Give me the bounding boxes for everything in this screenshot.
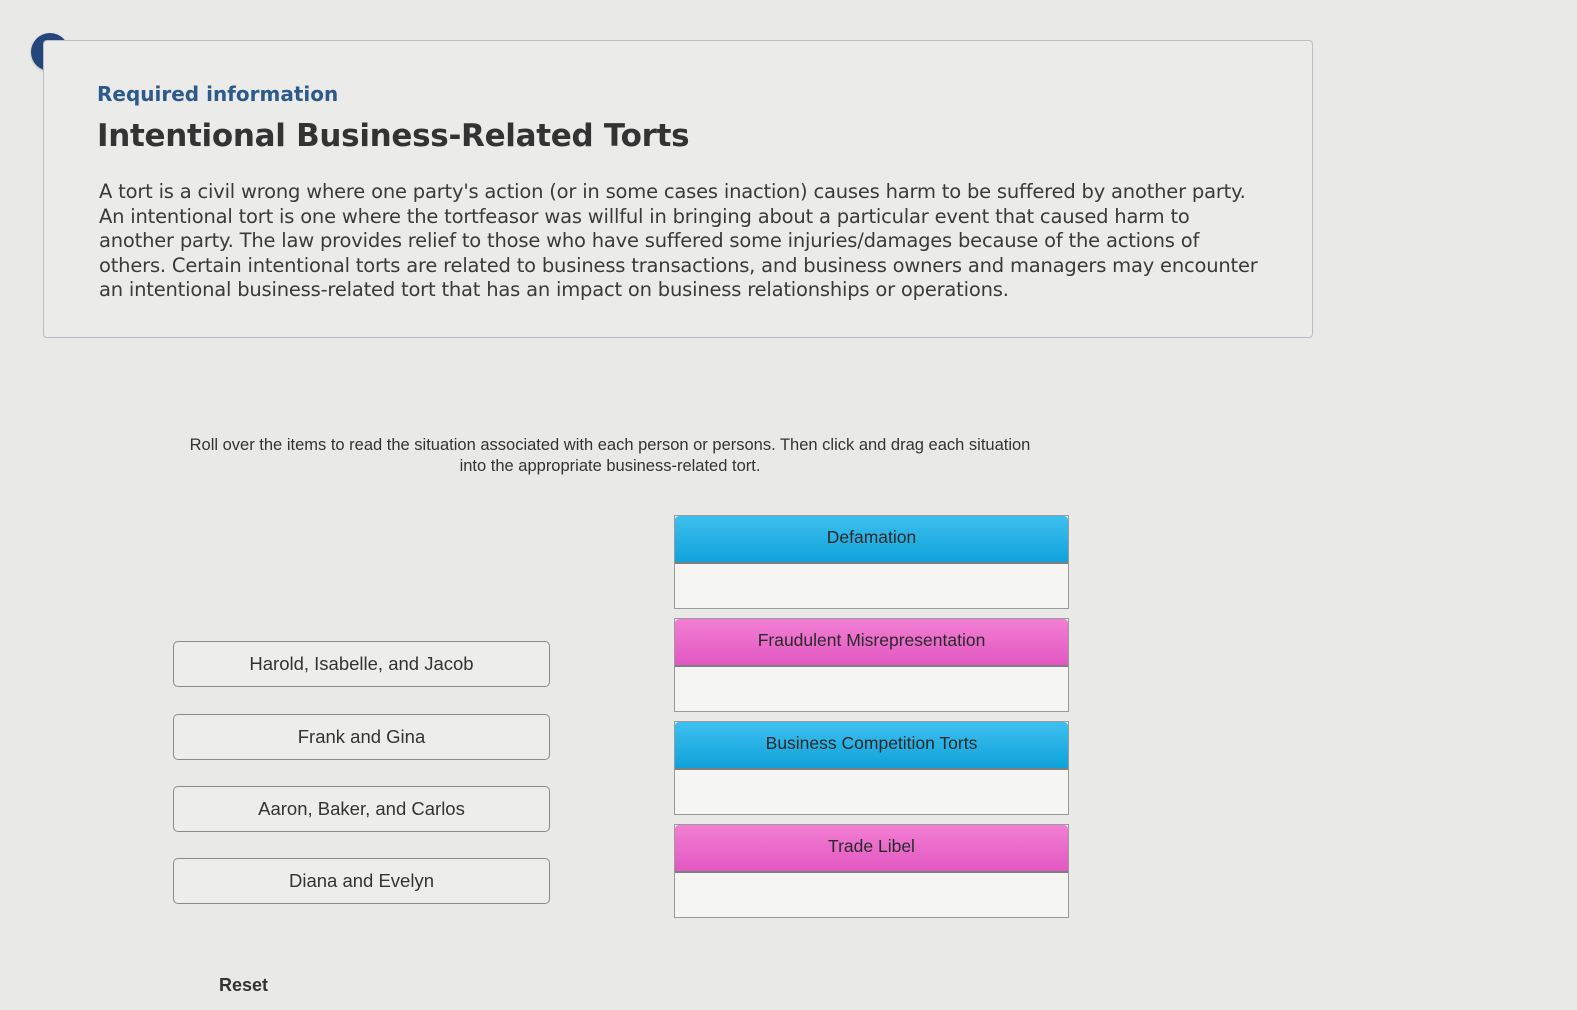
drag-item-diana-evelyn[interactable]: Diana and Evelyn	[173, 858, 550, 904]
category-header-trade-libel: Trade Libel	[675, 825, 1068, 873]
instructions-line-1: Roll over the items to read the situation associated with each person or persons. Then click and drag each situation	[189, 436, 1031, 454]
required-information-label: Required information	[97, 82, 339, 106]
category-header-business-competition-torts: Business Competition Torts	[675, 722, 1068, 770]
info-paragraph: A tort is a civil wrong where one party's action (or in some cases inaction) causes harm to be suffered by another party. An intentional tort is one where the tortfeasor was willful in bringing about a particular event that caused harm to another party. The law provides relief to those who have suffered some injuries/damages because of the actions of others. Certain intentional torts are related to business transactions, and business owners and managers may encounter an intentional business-related tort that has an impact on business relationships or operations.	[99, 180, 1258, 301]
category-header-defamation: Defamation	[675, 516, 1068, 564]
drop-zone-business-competition-torts[interactable]	[675, 770, 1068, 814]
instructions-line-2: into the appropriate business-related tort.	[459, 457, 761, 475]
drop-zone-defamation[interactable]	[675, 564, 1068, 608]
category-business-competition-torts	[674, 721, 1069, 815]
drop-zone-trade-libel[interactable]	[675, 873, 1068, 917]
category-trade-libel	[674, 824, 1069, 918]
reset-button[interactable]: Reset	[219, 975, 269, 995]
drag-item-frank-gina[interactable]: Frank and Gina	[173, 714, 550, 760]
page-title: Intentional Business-Related Torts	[97, 118, 690, 154]
drop-zone-fraudulent-misrepresentation[interactable]	[675, 667, 1068, 711]
category-header-fraudulent-misrepresentation: Fraudulent Misrepresentation	[675, 619, 1068, 667]
category-defamation	[674, 515, 1069, 609]
drag-item-harold-isabelle-jacob[interactable]: Harold, Isabelle, and Jacob	[173, 641, 550, 687]
drag-item-aaron-baker-carlos[interactable]: Aaron, Baker, and Carlos	[173, 786, 550, 832]
category-fraudulent-misrepresentation	[674, 618, 1069, 712]
instructions	[130, 435, 1090, 477]
